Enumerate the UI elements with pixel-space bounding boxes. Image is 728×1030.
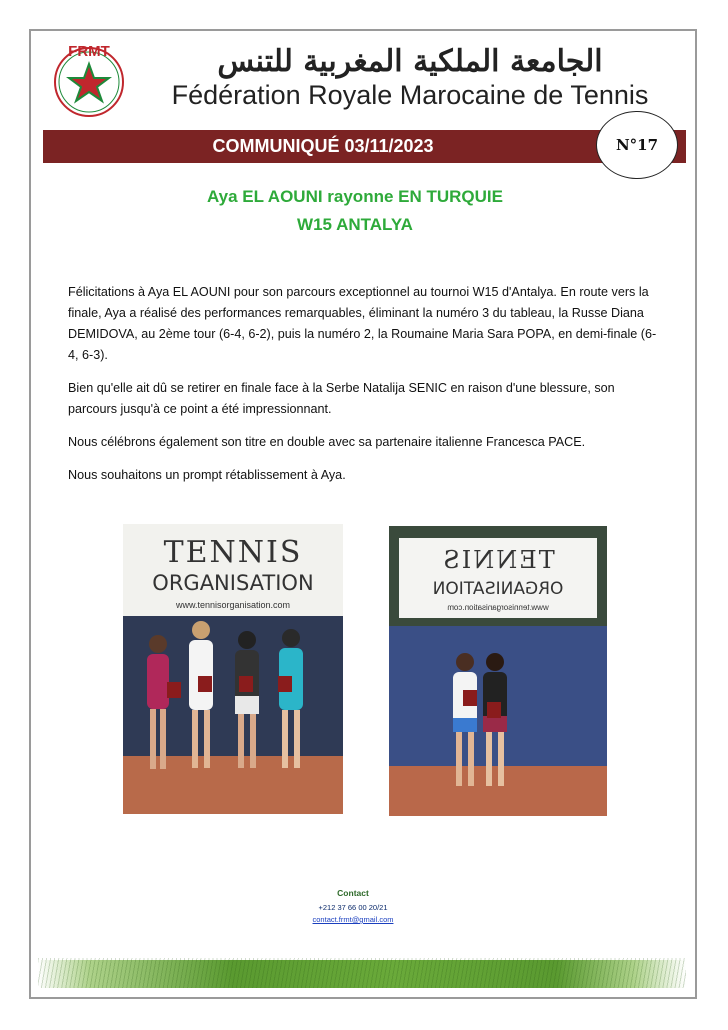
frmt-logo <box>48 40 130 118</box>
svg-text:TENNIS: TENNIS <box>163 535 303 570</box>
contact-email-link[interactable]: contact.frmt@gmail.com <box>312 915 394 924</box>
paragraph: Félicitations à Aya EL AOUNI pour son parcours exceptionnel au tournoi W15 d'Antalya. En route vers la finale, Aya a réalisé des performances remarquables, éliminant la numéro 3 du tableau, la Russe Diana DEMIDOVA, au 2ème tour (6-4, 6-2), puis la numéro 2, la Roumaine Maria Sara POPA, en demi-finale (6-4, 6-3). <box>68 285 657 362</box>
svg-text:FRMT: FRMT <box>68 43 110 60</box>
svg-text:TENNIS: TENNIS <box>441 546 555 574</box>
paragraph: Nous souhaitons un prompt rétablissement à Aya. <box>68 468 346 482</box>
svg-text:ORGANISATION: ORGANISATION <box>432 579 564 599</box>
paragraph: Nous célébrons également son titre en double avec sa partenaire italienne Francesca PACE. <box>68 435 586 449</box>
federation-arabic-title: الجامعة الملكية المغربية للتنس <box>217 44 603 79</box>
paragraph: Bien qu'elle ait dû se retirer en finale face à la Serbe Natalija SENIC en raison d'une blessure, son parcours jusqu'à ce point a été impressionnant. <box>68 381 615 416</box>
communique-title: COMMUNIQUÉ 03/11/2023 <box>212 136 434 156</box>
federation-french-title: Fédération Royale Marocaine de Tennis <box>171 80 649 110</box>
contact-phone: +212 37 66 00 20/21 <box>318 903 388 912</box>
headline-subtitle: W15 ANTALYA <box>297 215 413 234</box>
contact-title: Contact <box>337 888 369 898</box>
photo-podium-doubles <box>389 526 607 816</box>
page-border <box>29 29 697 999</box>
svg-text:www.tennisorganisation.com: www.tennisorganisation.com <box>175 600 291 610</box>
article-body <box>68 282 658 498</box>
grass-blades-decoration <box>38 958 686 988</box>
headline-title: Aya EL AOUNI rayonne EN TURQUIE <box>207 187 503 206</box>
communique-number-badge: N°17 <box>596 111 678 179</box>
svg-text:www.tennisorganisation.com: www.tennisorganisation.com <box>447 603 549 612</box>
svg-text:ORGANISATION: ORGANISATION <box>152 571 314 595</box>
photo-podium-singles <box>123 524 343 814</box>
